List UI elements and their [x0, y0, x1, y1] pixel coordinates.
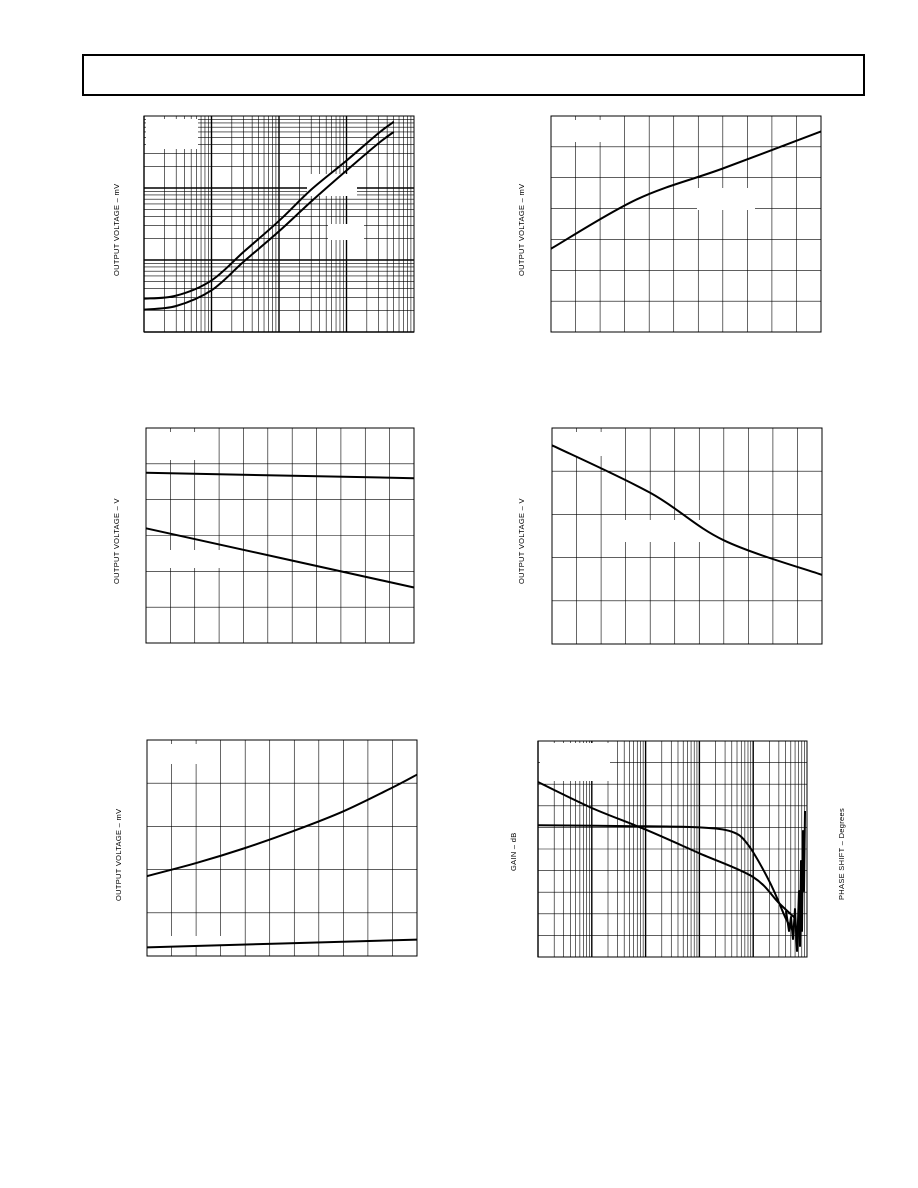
fig3-y-axis-label: OUTPUT VOLTAGE – V: [112, 498, 121, 584]
fig6-y-axis-label-right: PHASE SHIFT – Degrees: [837, 807, 846, 900]
chart-output-voltage-mv-right: [551, 116, 821, 332]
chart-fig3-svg: [146, 428, 414, 643]
label-mask: [328, 224, 364, 240]
fig2-y-axis-label: OUTPUT VOLTAGE – mV: [517, 183, 526, 276]
chart-output-voltage-v-left: [146, 428, 414, 643]
plot-area: [147, 740, 417, 956]
chart-output-voltage-mv-bottom: [147, 740, 417, 956]
fig1-y-axis-label: OUTPUT VOLTAGE – mV: [112, 183, 121, 276]
label-mask: [167, 744, 201, 764]
chart-fig5-svg: [147, 740, 417, 956]
label-mask: [164, 432, 198, 460]
label-mask: [164, 550, 224, 568]
chart-output-voltage-log: [144, 116, 414, 332]
label-mask: [572, 432, 606, 456]
chart-gain-phase: [538, 741, 807, 957]
label-mask: [146, 119, 198, 149]
label-mask: [697, 188, 755, 210]
chart-fig4-svg: [552, 428, 822, 644]
label-mask: [624, 520, 706, 542]
fig4-y-axis-label: OUTPUT VOLTAGE – V: [517, 498, 526, 584]
label-mask: [307, 174, 357, 196]
label-mask: [571, 120, 603, 142]
label-mask: [540, 743, 610, 781]
fig5-y-axis-label: OUTPUT VOLTAGE – mV: [114, 808, 123, 901]
fig6-y-axis-label: GAIN – dB: [509, 832, 518, 871]
chart-fig2-svg: [551, 116, 821, 332]
page-header-box: [82, 54, 865, 96]
chart-output-voltage-v-right: [552, 428, 822, 644]
chart-fig6-svg: [538, 741, 807, 957]
chart-fig1-svg: [144, 116, 414, 332]
